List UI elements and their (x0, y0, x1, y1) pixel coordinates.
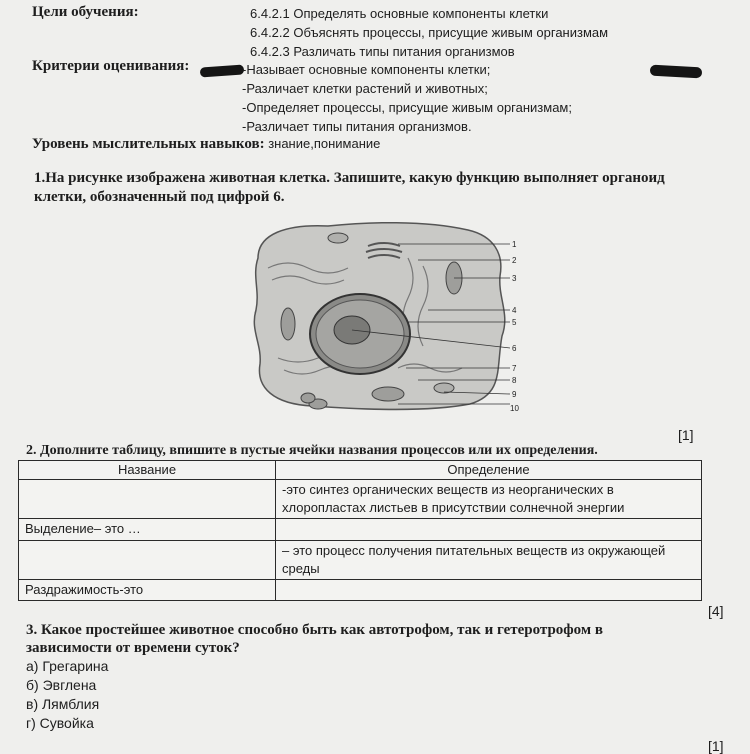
redaction-mark (200, 64, 245, 77)
thinking-level (32, 136, 380, 153)
task1-question-line1: 1.На рисунке изображена животная клетка. Запишите, какую функцию выполняет органоид (34, 170, 665, 186)
label-10: 10 (510, 404, 519, 413)
option-a[interactable]: а) Грегарина (26, 658, 109, 674)
criterion-4: -Различает типы питания организмов. (242, 119, 472, 134)
option-b[interactable]: б) Эвглена (26, 677, 97, 693)
table-row (19, 541, 702, 580)
label-8: 8 (512, 376, 517, 385)
label-3: 3 (512, 274, 517, 283)
option-d[interactable]: г) Сувойка (26, 715, 94, 731)
task2-score: [4] (708, 603, 724, 619)
thinking-level-label: Уровень мыслительных навыков: (32, 136, 265, 152)
task1-question-line2: клетки, обозначенный под цифрой 6. (34, 189, 285, 205)
label-7: 7 (512, 364, 517, 373)
goal-2: 6.4.2.2 Объяснять процессы, присущие живым организмам (250, 25, 609, 40)
label-5: 5 (512, 318, 517, 327)
name-cell: Раздражимость-это (19, 580, 276, 601)
label-4: 4 (512, 306, 517, 315)
redaction-mark (650, 65, 703, 79)
label-2: 2 (512, 256, 517, 265)
mitochondrion (281, 308, 295, 340)
criterion-3: -Определяет процессы, присущие живым организмам; (242, 100, 572, 115)
table-row (19, 480, 702, 519)
name-cell-empty[interactable] (19, 541, 276, 580)
task3-score: [1] (708, 738, 724, 754)
goals-label: Цели обучения: (32, 4, 139, 20)
header-name: Название (19, 461, 276, 480)
mitochondrion (372, 387, 404, 401)
definition-cell: – это процесс получения питательных веществ из окружающей среды (276, 541, 702, 580)
name-cell-empty[interactable] (19, 480, 276, 519)
header-definition: Определение (276, 461, 702, 480)
label-6: 6 (512, 344, 517, 353)
name-cell: Выделение– это … (19, 519, 276, 541)
definition-cell-empty[interactable] (276, 519, 702, 541)
goal-1: 6.4.2.1 Определять основные компоненты клетки (250, 6, 549, 21)
table-row (19, 519, 702, 541)
criterion-1: -Называет основные компоненты клетки; (242, 62, 491, 77)
table-row (19, 580, 702, 601)
criteria-label: Критерии оценивания: (32, 58, 190, 74)
table-header-row (19, 461, 702, 480)
task3-question-line2: зависимости от времени суток? (26, 640, 240, 656)
definition-cell: -это синтез органических веществ из неорганических в хлоропластах листьев в присутствии солнечной энергии (276, 480, 702, 519)
vesicle (434, 383, 454, 393)
task3-question-line1: 3. Какое простейшее животное способно быть как автотрофом, так и гетеротрофом в (26, 622, 603, 638)
task1-score: [1] (678, 427, 694, 443)
label-9: 9 (512, 390, 517, 399)
option-c[interactable]: в) Лямблия (26, 696, 100, 712)
vesicle (328, 233, 348, 243)
criterion-2: -Различает клетки растений и животных; (242, 81, 488, 96)
thinking-level-value: знание,понимание (264, 136, 381, 151)
vesicle (301, 393, 315, 403)
goal-3: 6.4.2.3 Различать типы питания организмов (250, 44, 515, 59)
label-1: 1 (512, 240, 517, 249)
definition-cell-empty[interactable] (276, 580, 702, 601)
task2-question: 2. Дополните таблицу, впишите в пустые ячейки названия процессов или их определения. (26, 443, 598, 458)
process-table (18, 460, 702, 601)
animal-cell-diagram (248, 218, 524, 414)
